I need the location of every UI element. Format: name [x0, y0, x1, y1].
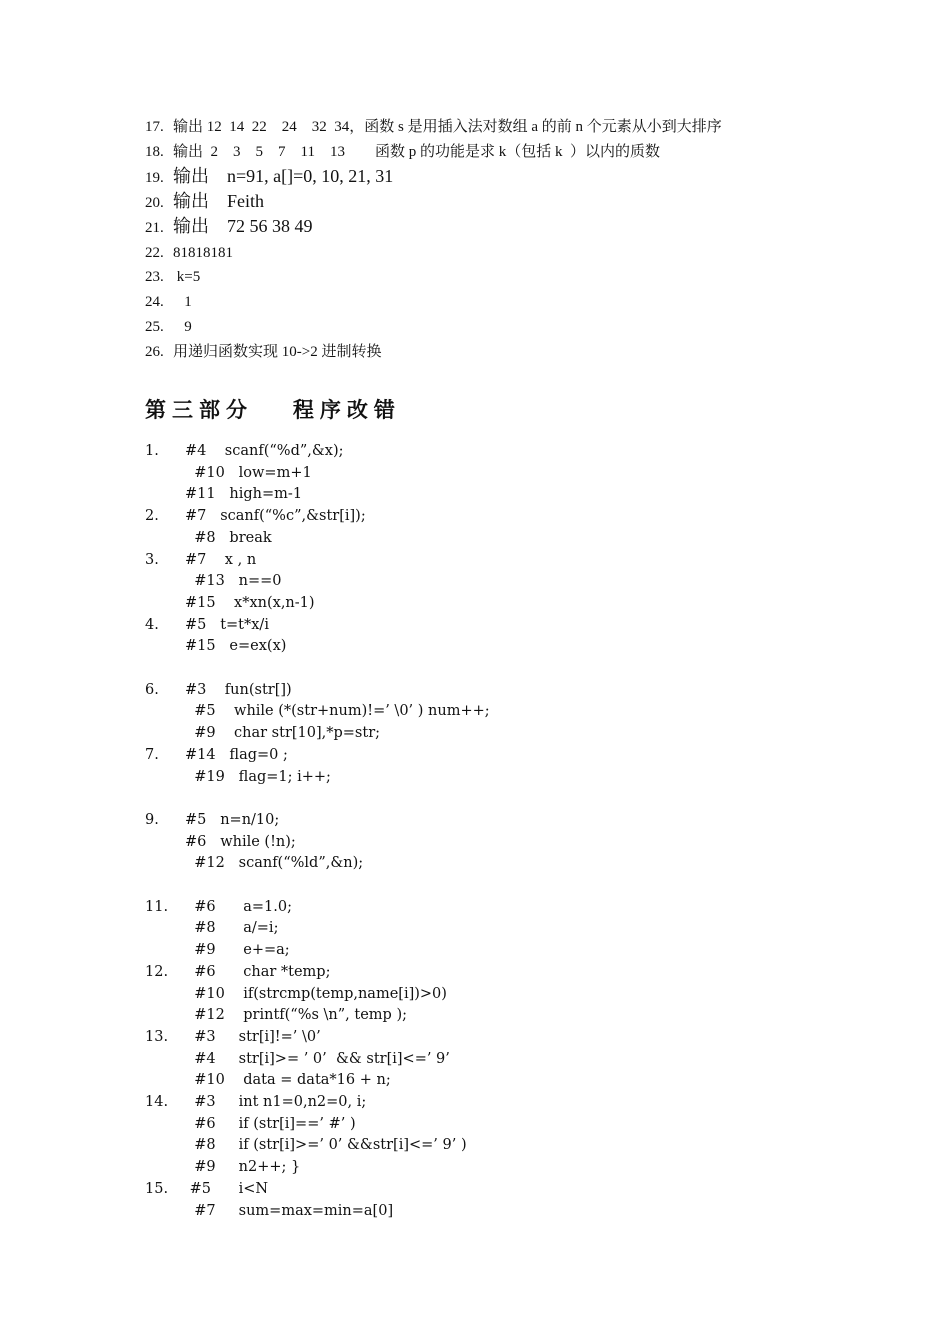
fix-code: #8 break — [185, 529, 272, 546]
answer-18 — [145, 141, 660, 163]
fix-code: #10 low=m+1 — [185, 464, 312, 481]
section-title: 第三部分 程序改错 — [145, 398, 401, 422]
answer-text: 输出 12 14 22 24 32 34，函数 s 是用插入法对数组 a 的前 n 个元素从小到大排序 — [173, 119, 722, 135]
answer-text: 9 — [173, 319, 192, 335]
fix-code: #3 fun(str[]) — [185, 681, 292, 698]
fix-code: #8 if (str[i]>=’ 0’ &&str[i]<=’ 9’ ) — [185, 1137, 467, 1154]
fix-code: #5 i<N — [185, 1180, 269, 1197]
answer-20 — [145, 190, 264, 214]
fix-code: #5 while (*(str+num)!=’ \0’ ) num++; — [185, 703, 490, 720]
answer-26 — [145, 341, 381, 363]
answer-22 — [145, 242, 233, 264]
fix-code: #13 n==0 — [185, 573, 282, 590]
fix-code: #6 char *temp; — [185, 963, 331, 980]
fix-number: 4. — [145, 616, 159, 633]
fix-number: 13. — [145, 1028, 169, 1045]
fix-code: #8 a/=i; — [185, 920, 279, 937]
answer-number: 19. — [145, 170, 164, 186]
answer-23 — [145, 266, 200, 288]
fix-code: #10 data = data*16 + n; — [185, 1072, 391, 1089]
fix-code: #6 if (str[i]==’ #’ ) — [185, 1115, 356, 1132]
fix-code: #7 sum=max=min=a[0] — [185, 1202, 394, 1219]
answer-25 — [145, 316, 192, 338]
fix-code: #3 int n1=0,n2=0, i; — [185, 1094, 367, 1110]
fix-code: #14 flag=0 ; — [185, 746, 288, 763]
answer-number: 17. — [145, 119, 164, 135]
answer-number: 18. — [145, 144, 164, 160]
answer-text: 1 — [173, 294, 192, 310]
answer-text: 用递归函数实现 10->2 进制转换 — [173, 344, 382, 360]
fix-number: 6. — [145, 681, 159, 698]
fix-number: 12. — [145, 963, 169, 980]
fix-code: #19 flag=1; i++; — [185, 768, 331, 785]
fix-code: #15 x*xn(x,n-1) — [185, 594, 315, 611]
answer-number: 25. — [145, 319, 164, 335]
fix-code: #6 while (!n); — [185, 833, 296, 850]
fix-code: #9 char str[10],*p=str; — [185, 725, 381, 742]
answer-24 — [145, 291, 192, 313]
answer-number: 24. — [145, 294, 164, 310]
fix-number: 7. — [145, 746, 159, 763]
answer-number: 26. — [145, 344, 164, 360]
answer-text: k=5 — [173, 269, 201, 285]
answer-text: 输出 Feith — [173, 191, 265, 211]
fix-code: #10 if(strcmp(temp,name[i])>0) — [185, 985, 447, 1002]
answer-number: 21. — [145, 220, 164, 236]
fix-code: #9 e+=a; — [185, 942, 290, 959]
fix-number: 14. — [145, 1094, 169, 1110]
answer-number: 20. — [145, 195, 164, 211]
fix-code: #12 scanf(“%ld”,&n); — [185, 855, 364, 872]
fix-number: 11. — [145, 898, 169, 915]
answer-number: 22. — [145, 245, 164, 261]
fix-code: #5 t=t*x/i — [185, 616, 269, 633]
fix-code: #5 n=n/10; — [185, 811, 280, 828]
fix-code: #12 printf(“%s \n”, temp ); — [185, 1007, 407, 1024]
answer-21 — [145, 215, 313, 239]
answer-text: 81818181 — [173, 245, 233, 261]
fix-number: 1. — [145, 443, 159, 459]
fix-number: 9. — [145, 811, 159, 828]
fix-code: #4 str[i]>= ’ 0’ && str[i]<=’ 9’ — [185, 1050, 450, 1067]
fix-number: 2. — [145, 508, 159, 525]
fix-number: 15. — [145, 1180, 169, 1197]
fix-number: 3. — [145, 551, 159, 568]
fix-code: #7 x , n — [185, 551, 257, 568]
answer-17 — [145, 116, 722, 138]
fix-code: #4 scanf(“%d”,&x); — [185, 443, 344, 459]
fix-code: #11 high=m-1 — [185, 486, 303, 503]
fix-code: #7 scanf(“%c”,&str[i]); — [185, 508, 366, 525]
fix-code: #3 str[i]!=’ \0’ — [185, 1028, 321, 1045]
fix-code: #15 e=ex(x) — [185, 638, 287, 655]
answer-text: 输出 72 56 38 49 — [173, 216, 313, 236]
answer-text: 输出 n=91, a[]=0, 10, 21, 31 — [173, 166, 394, 186]
answer-number: 23. — [145, 269, 164, 285]
fix-code: #6 a=1.0; — [185, 898, 292, 915]
fix-code: #9 n2++; } — [185, 1159, 301, 1176]
answer-19 — [145, 165, 393, 189]
answer-text: 输出 2 3 5 7 11 13 函数 p 的功能是求 k（包括 k ）以内的质数 — [173, 144, 660, 160]
